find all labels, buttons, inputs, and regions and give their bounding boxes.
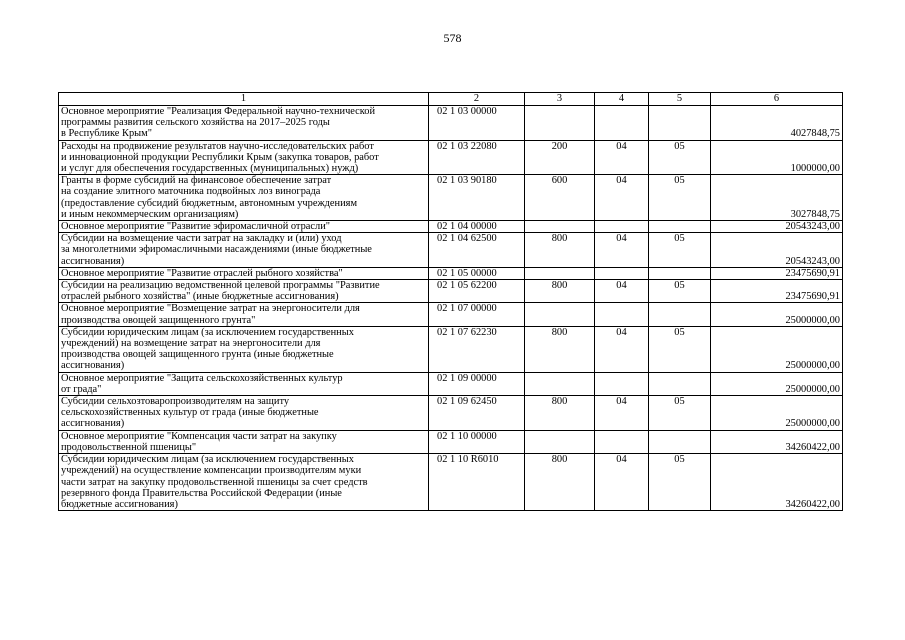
row-subsection-cell <box>649 303 711 326</box>
table-row <box>59 233 843 268</box>
row-amount-cell: 25000000,00 <box>711 326 843 372</box>
row-type-cell <box>525 372 595 395</box>
row-subsection-cell <box>649 430 711 453</box>
row-name-cell: Субсидии сельхозтоваропроизводителям на защиту сельскохозяйственных культур от града (иные бюджетные ассигнования) <box>59 396 429 431</box>
row-type-cell <box>525 267 595 279</box>
row-section-cell: 04 <box>595 396 649 431</box>
table-row <box>59 267 843 279</box>
row-name-cell: Субсидии на реализацию ведомственной целевой программы "Развитие отраслей рыбного хозяйства" (иные бюджетные ассигнования) <box>59 280 429 303</box>
table-row <box>59 221 843 233</box>
row-name-cell: Основное мероприятие "Защита сельскохозяйственных культур от града" <box>59 372 429 395</box>
row-section-cell <box>595 303 649 326</box>
row-name-cell: Основное мероприятие "Развитие эфиромасличной отрасли" <box>59 221 429 233</box>
row-amount-cell: 23475690,91 <box>711 280 843 303</box>
row-type-cell: 800 <box>525 396 595 431</box>
row-code-cell: 02 1 04 62500 <box>429 233 525 268</box>
row-code-cell: 02 1 09 62450 <box>429 396 525 431</box>
row-amount-cell: 20543243,00 <box>711 221 843 233</box>
row-code-cell: 02 1 05 00000 <box>429 267 525 279</box>
row-section-cell: 04 <box>595 326 649 372</box>
row-section-cell: 04 <box>595 280 649 303</box>
row-amount-cell: 1000000,00 <box>711 140 843 175</box>
row-type-cell: 600 <box>525 175 595 221</box>
row-section-cell: 04 <box>595 454 649 511</box>
table-row <box>59 430 843 453</box>
row-subsection-cell: 05 <box>649 233 711 268</box>
row-amount-cell: 3027848,75 <box>711 175 843 221</box>
column-header: 4 <box>595 93 649 106</box>
row-code-cell: 02 1 07 62230 <box>429 326 525 372</box>
row-section-cell <box>595 430 649 453</box>
table-header-row <box>59 93 843 106</box>
row-subsection-cell <box>649 372 711 395</box>
row-type-cell: 800 <box>525 326 595 372</box>
row-type-cell: 200 <box>525 140 595 175</box>
row-amount-cell: 23475690,91 <box>711 267 843 279</box>
row-name-cell: Основное мероприятие "Компенсация части затрат на закупку продовольственной пшеницы" <box>59 430 429 453</box>
row-amount-cell: 20543243,00 <box>711 233 843 268</box>
table-row <box>59 140 843 175</box>
row-amount-cell: 25000000,00 <box>711 303 843 326</box>
table-row <box>59 106 843 141</box>
row-name-cell: Основное мероприятие "Реализация Федеральной научно-технической программы развития сельского хозяйства на 2017–2025 годы в Республике Крым" <box>59 106 429 141</box>
row-code-cell: 02 1 10 00000 <box>429 430 525 453</box>
row-amount-cell: 34260422,00 <box>711 430 843 453</box>
table-row <box>59 396 843 431</box>
row-name-cell: Гранты в форме субсидий на финансовое обеспечение затрат на создание элитного маточника подвойных лоз винограда (предоставление субсидий бюджетным, автономным учреждениям и иным некоммерческим организациям) <box>59 175 429 221</box>
row-subsection-cell: 05 <box>649 280 711 303</box>
table-row <box>59 372 843 395</box>
column-header: 3 <box>525 93 595 106</box>
row-subsection-cell: 05 <box>649 140 711 175</box>
row-subsection-cell: 05 <box>649 326 711 372</box>
page-number: 578 <box>443 31 462 45</box>
row-subsection-cell <box>649 267 711 279</box>
table-row <box>59 454 843 511</box>
row-amount-cell: 4027848,75 <box>711 106 843 141</box>
row-code-cell: 02 1 03 90180 <box>429 175 525 221</box>
row-code-cell: 02 1 10 R6010 <box>429 454 525 511</box>
row-subsection-cell <box>649 221 711 233</box>
row-name-cell: Субсидии юридическим лицам (за исключением государственных учреждений) на возмещение затрат на энергоносители для производства овощей защищенного грунта (иные бюджетные ассигнования) <box>59 326 429 372</box>
row-name-cell: Субсидии юридическим лицам (за исключением государственных учреждений) на осуществление компенсации производителям муки части затрат на закупку продовольственной пшеницы за счет средств резервного фонда Правительства Российской Федерации (иные бюджетные ассигнования) <box>59 454 429 511</box>
column-header: 5 <box>649 93 711 106</box>
row-type-cell: 800 <box>525 233 595 268</box>
row-section-cell: 04 <box>595 140 649 175</box>
row-type-cell: 800 <box>525 280 595 303</box>
row-type-cell <box>525 303 595 326</box>
row-code-cell: 02 1 07 00000 <box>429 303 525 326</box>
row-code-cell: 02 1 05 62200 <box>429 280 525 303</box>
row-type-cell <box>525 221 595 233</box>
row-amount-cell: 25000000,00 <box>711 372 843 395</box>
table-row <box>59 175 843 221</box>
row-section-cell <box>595 267 649 279</box>
row-section-cell <box>595 106 649 141</box>
row-subsection-cell <box>649 106 711 141</box>
row-name-cell: Субсидии на возмещение части затрат на закладку и (или) уход за многолетними эфиромасличными насаждениями (иные бюджетные ассигнования) <box>59 233 429 268</box>
row-section-cell <box>595 221 649 233</box>
column-header: 1 <box>59 93 429 106</box>
row-subsection-cell: 05 <box>649 175 711 221</box>
row-code-cell: 02 1 03 22080 <box>429 140 525 175</box>
row-name-cell: Основное мероприятие "Развитие отраслей рыбного хозяйства" <box>59 267 429 279</box>
table-row <box>59 303 843 326</box>
budget-table <box>58 92 843 511</box>
row-name-cell: Расходы на продвижение результатов научно-исследовательских работ и инновационной продукции Республики Крым (закупка товаров, работ и услуг для обеспечения государственных (муниципальных) нужд) <box>59 140 429 175</box>
table-row <box>59 280 843 303</box>
row-name-cell: Основное мероприятие "Возмещение затрат на энергоносители для производства овощей защищенного грунта" <box>59 303 429 326</box>
row-type-cell <box>525 430 595 453</box>
table-row <box>59 326 843 372</box>
row-section-cell: 04 <box>595 175 649 221</box>
row-type-cell <box>525 106 595 141</box>
row-type-cell: 800 <box>525 454 595 511</box>
row-subsection-cell: 05 <box>649 454 711 511</box>
row-section-cell <box>595 372 649 395</box>
row-code-cell: 02 1 04 00000 <box>429 221 525 233</box>
row-code-cell: 02 1 03 00000 <box>429 106 525 141</box>
row-section-cell: 04 <box>595 233 649 268</box>
row-amount-cell: 34260422,00 <box>711 454 843 511</box>
row-code-cell: 02 1 09 00000 <box>429 372 525 395</box>
column-header: 6 <box>711 93 843 106</box>
row-amount-cell: 25000000,00 <box>711 396 843 431</box>
column-header: 2 <box>429 93 525 106</box>
row-subsection-cell: 05 <box>649 396 711 431</box>
